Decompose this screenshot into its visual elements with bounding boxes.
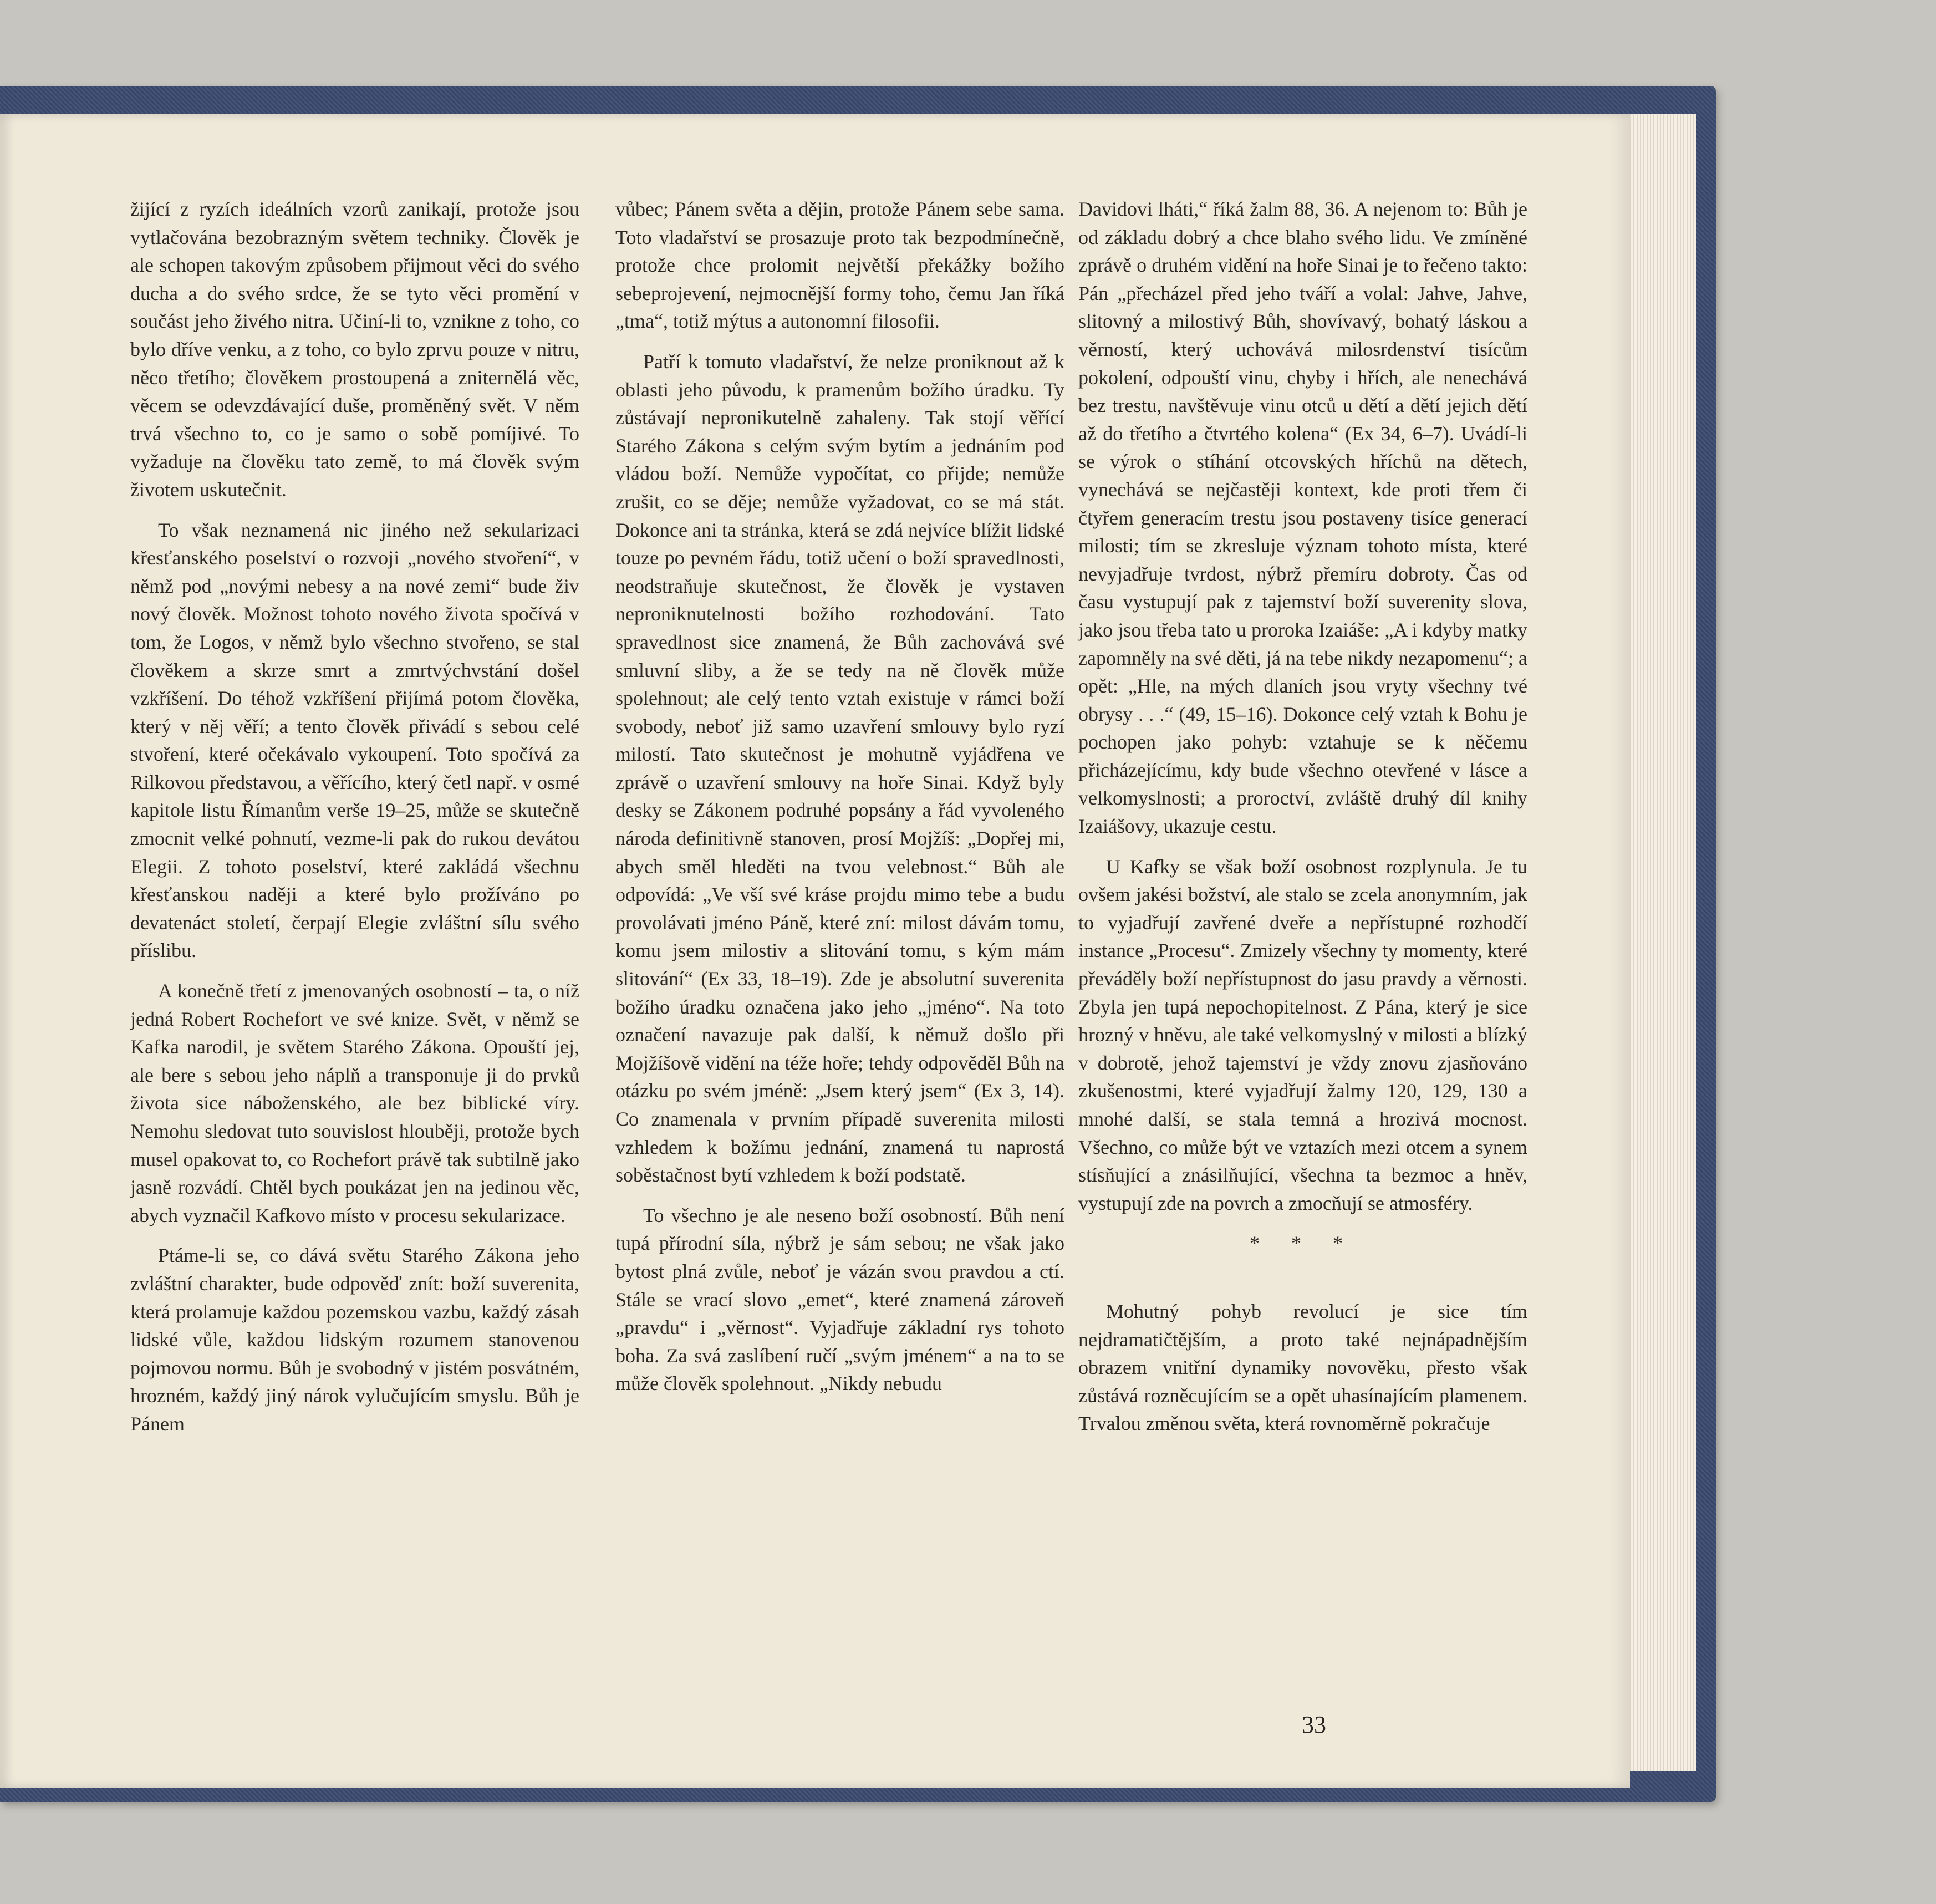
page-block-edge [1624, 114, 1696, 1771]
section-break: * * * [1250, 1232, 1356, 1255]
paragraph: žijící z ryzích ideálních vzorů zanikají, protože jsou vytlačována bezobrazným světem techniky. Člověk je ale schopen takovým způsobem přijmout věci do svého ducha a do svého srdce, že se tyto věci promění v součást jeho živého nitra. Učiní-li to, vznikne z toho, co bylo dříve venku, a z toho, co bylo zprvu pouze v nitru, něco třetího; člověkem prostoupená a zniternělá věc, věcem se odevzdávající duše, proměněný svět. V něm trvá všechno to, co je samo o sobě pomíjivé. To vyžaduje na člověku tato země, to má člověk svým životem uskutečnit. [130, 198, 579, 501]
paragraph: Davidovi lháti,“ říká žalm 88, 36. A nejenom to: Bůh je od základu dobrý a chce blaho svého lidu. Ve zmíněné zprávě o druhém vidění na hoře Sinai je to řečeno takto: Pán „přecházel před jeho tváří a volal: Jahve, Jahve, slitovný a milostivý Bůh, shovívavý, bohatý láskou a věrností, který uchovává milosrdenství tisícům pokolení, odpouští vinu, chyby i hřích, ale nenechává bez trestu, navštěvuje vinu otců u dětí a dětí jejich dětí až do třetího a čtvrtého kolena“ (Ex 34, 6–7). Uvádí-li se výrok o stíhání otcovských hříchů na dětech, vynechává se nejčastěji kontext, kde proti třem či čtyřem generacím trestu jsou postaveny tisíce generací milosti; tím se zkresluje význam tohoto místa, které nevyjadřuje tvrdost, nýbrž přemíru dobroty. Čas od času vystupují pak z tajemství boží suverenity slova, jako jsou třeba tato u proroka Izaiáše: „A i kdyby matky zapomněly na své děti, já na tebe nikdy nezapomenu“; a opět: „Hle, na mých dlaních jsou vryty všechny tvé obrysy . . .“ (49, 15–16). Dokonce celý vztah k Bohu je pochopen jako pohyb: vztahuje se k něčemu přicházejícímu, kdy bude všechno otevřené v lásce a velkomyslnosti; a proroctví, zvláště druhý díl knihy Izaiášovy, ukazuje cestu. [1078, 198, 1527, 838]
paragraph: vůbec; Pánem světa a dějin, protože Pánem sebe sama. Toto vladařství se prosazuje proto tak bezpodmínečně, protože chce prolomit největší překážky božího sebeprojevení, nejmocnější formy toho, čemu Jan říká „tma“, totiž mýtus a autonomní filosofii. [615, 198, 1064, 333]
paragraph: Mohutný pohyb revolucí je sice tím nejdramatičtějším, a proto také nejnápadnějším obrazem vnitřní dynamiky novověku, přesto však zůstává rozněcujícím se a opět uhasínajícím plamenem. Trvalou změnou světa, která rovnoměrně pokračuje [1078, 1300, 1527, 1435]
text-column-2 [615, 195, 1064, 1410]
paragraph: U Kafky se však boží osobnost rozplynula. Je tu ovšem jakési božství, ale stalo se zcela anonymním, jak to vyjadřují zavřené dveře a nepřístupné rozhodčí instance „Procesu“. Zmizely všechny ty momenty, které převáděly boží nepřístupnost do jasu pravdy a věrnosti. Zbyla jen tupá nepochopitelnost. Z Pána, který je sice hrozný v hněvu, ale také velkomyslný v milosti a blízký v dobrotě, jehož tajemství je vždy znovu zjasňováno zkušenostmi, které vyjadřují žalmy 120, 129, 130 a mnohé další, se stala temná a hrozivá mocnost. Všechno, co může být ve vztazích mezi otcem a synem stísňující a znásilňující, všechna ta bezmoc a hněv, vystupují zde na povrch a zmocňují se atmosféry. [1078, 855, 1527, 1214]
paragraph: A konečně třetí z jmenovaných osobností – ta, o níž jedná Robert Rochefort ve své knize. Svět, v němž se Kafka narodil, je světem Starého Zákona. Opouští jej, ale bere s sebou jeho náplň a transponuje ji do prvků života sice náboženského, ale bez biblické víry. Nemohu sledovat tuto souvislost hlouběji, protože bych musel opakovat to, co Rochefort právě tak subtilně jako jasně rozvádí. Chtěl bych poukázat jen na jedinou věc, abych vyznačil Kafkovo místo v procesu sekularizace. [130, 980, 579, 1226]
paragraph: To však neznamená nic jiného než sekularizaci křesťanského poselství o rozvoji „nového stvoření“, v němž pod „novými nebesy a na nové zemi“ bude živ nový člověk. Možnost tohoto nového života spočívá v tom, že Logos, v němž bylo všechno stvořeno, se stal člověkem a skrze smrt a zmrtvýchvstání došel vzkříšení. Do téhož vzkříšení přijímá potom člověka, který v něj věří; a tento člověk přivádí s sebou celé stvoření, které očekávalo vykoupení. Toto spočívá za Rilkovou představou, a věřícího, který četl např. v osmé kapitole listu Římanům verše 19–25, může se skutečně zmocnit velké pohnutí, vezme-li pak do rukou devátou Elegii. Z tohoto poselství, které zakládá všechnu křesťanskou naději a které bylo prožíváno po devatenáct století, čerpají Elegie zvláštní sílu svého příslibu. [130, 518, 579, 962]
paragraph: Ptáme-li se, co dává světu Starého Zákona jeho zvláštní charakter, bude odpověď znít: boží suverenita, která prolamuje každou pozemskou vazbu, každý zásah lidské vůle, každou lidským rozumem stanovenou pojmovou normu. Bůh je svobodný v jistém posvátném, hrozném, každý jiný nárok vylučujícím smyslu. Bůh je Pánem [130, 1244, 579, 1435]
page-number: 33 [1302, 1711, 1326, 1738]
paragraph: Patří k tomuto vladařství, že nelze proniknout až k oblasti jeho původu, k pramenům božího úradku. Ty zůstávají nepronikutelně zahaleny. Tak stojí věřící Starého Zákona s celým svým bytím a jednáním pod vládou boží. Nemůže vypočítat, co přijde; nemůže zrušit, co se děje; nemůže vyžadovat, co se má stát. Dokonce ani ta stránka, která se zdá nejvíce blížit lidské touze po pevném řádu, totiž učení o boží spravedlnosti, neodstraňuje skutečnost, že člověk je vystaven neproniknutelnosti božího rozhodování. Tato spravedlnost sice znamená, že Bůh zachovává své smluvní sliby, a že se tedy na ně člověk může spolehnout; ale celý tento vztah existuje v rámci boží svobody, neboť již samo uzavření smlouvy bylo ryzí milostí. Tato skutečnost je mohutně vyjádřena ve zprávě o uzavření smlouvy na hoře Sinai. Když byly desky se Zákonem podruhé popsány a řád vyvoleného národa definitivně stanoven, prosí Mojžíš: „Dopřej mi, abych směl hleděti na tvou velebnost.“ Bůh ale odpovídá: „Ve vší své kráse projdu mimo tebe a budu provolávati jméno Páně, které zní: milost dávám tomu, komu jsem milostiv a slitování tomu, s kým mám slitování“ (Ex 33, 18–19). Zde je absolutní suverenita božího úradku označena jako jeho „jméno“. Na toto označení navazuje pak další, k němuž došlo při Mojžíšově vidění na téže hoře; tehdy odpověděl Bůh na otázku po svém jméně: „Jsem který jsem“ (Ex 3, 14). Co znamenala v prvním případě suverenita milosti vzhledem k božímu jednání, znamená tu naprostá soběstačnost bytí vzhledem k boží podstatě. [615, 350, 1064, 1187]
paragraph: To všechno je ale neseno boží osobností. Bůh není tupá přírodní síla, nýbrž je sám sebou; ne však jako bytost plná zvůle, neboť je vázán svou pravdou a ctí. Stále se vrací slovo „emet“, které znamená zároveň „pravdu“ i „věrnost“. Vyjadřuje základní rys tohoto boha. Za svá zaslíbení ručí „svým jménem“ a na to se může člověk spolehnout. „Nikdy nebudu [615, 1204, 1064, 1395]
text-column-1 [130, 195, 579, 1450]
text-column-3 [1078, 195, 1527, 1450]
